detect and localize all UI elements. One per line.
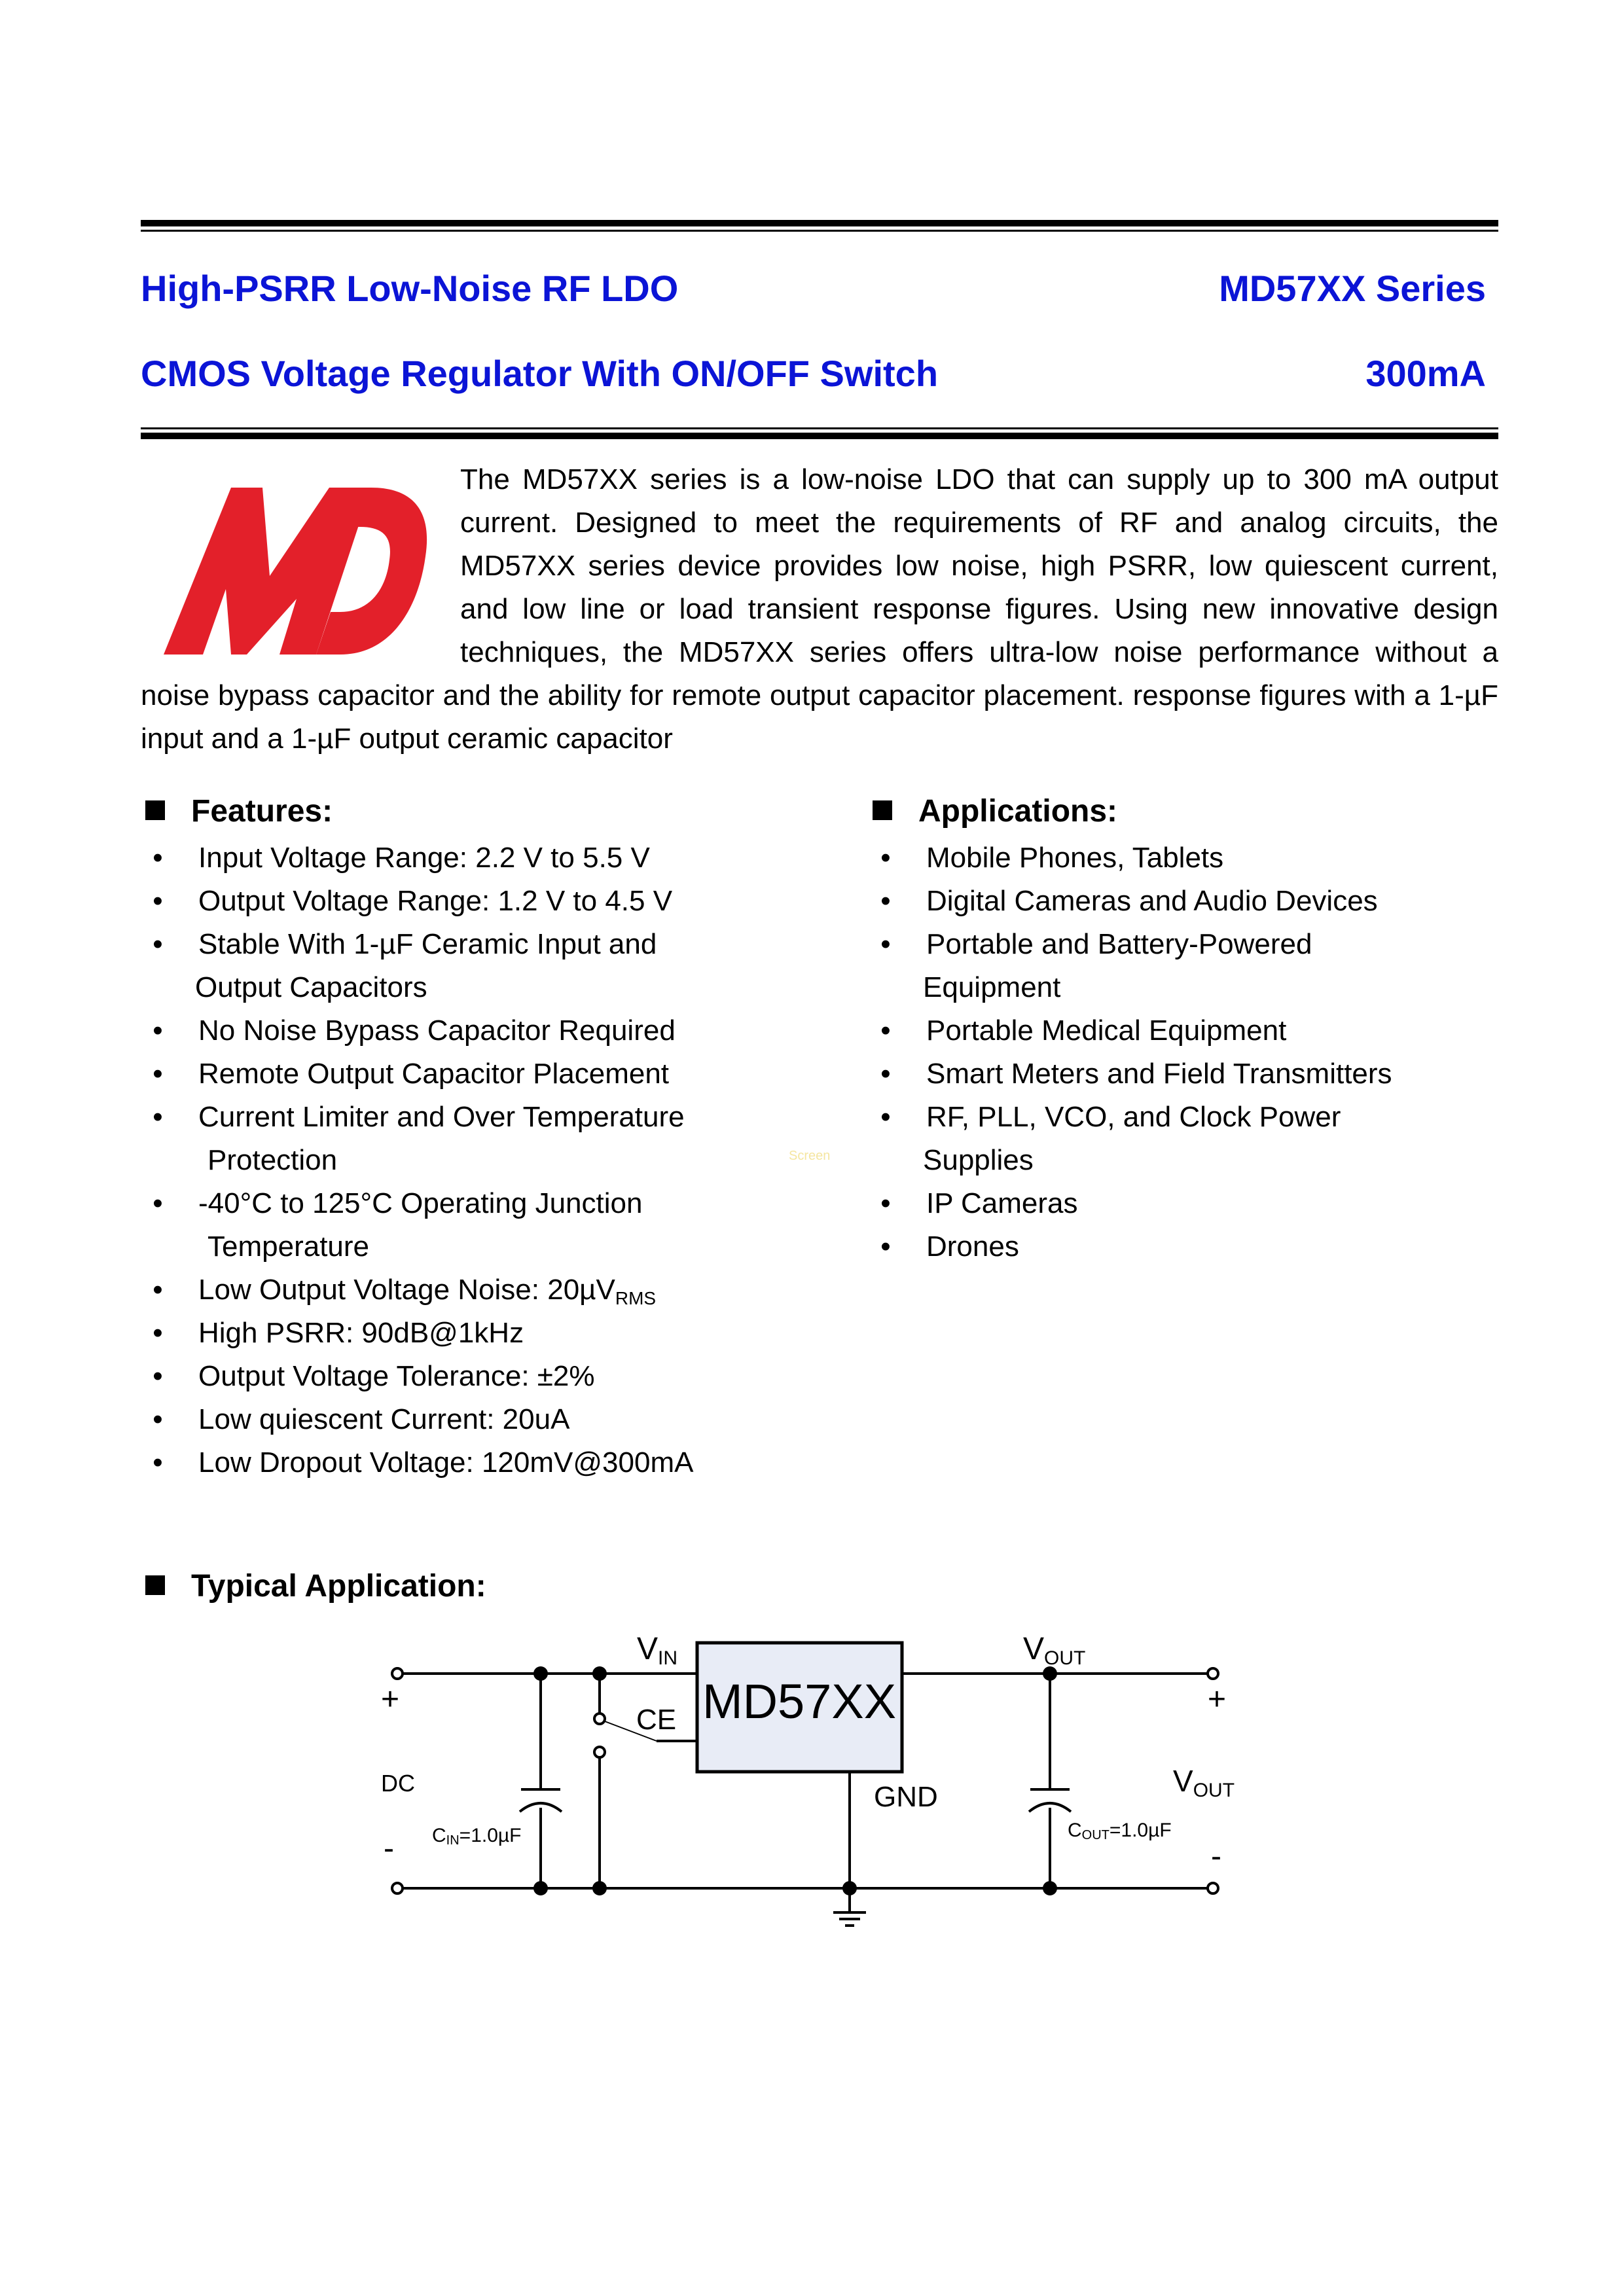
cout-label: COUT=1.0µF	[1068, 1820, 1172, 1842]
junction-dot	[842, 1881, 857, 1895]
features-item	[153, 1312, 787, 1355]
features-item-continuation: Temperature	[208, 1230, 370, 1263]
applications-item-text: Portable Medical Equipment	[926, 1014, 1287, 1047]
terminal-out-plus	[1208, 1668, 1218, 1679]
features-item-continuation: Output Capacitors	[195, 971, 427, 1003]
applications-item	[880, 1009, 1489, 1052]
features-item-text: Low quiescent Current: 20uA	[198, 1403, 570, 1435]
features-item-text: Current Limiter and Over Temperature	[198, 1101, 685, 1133]
vin-label: VIN	[637, 1632, 678, 1669]
features-item-text: -40°C to 125°C Operating Junction	[198, 1187, 643, 1219]
features-item-text: Output Voltage Tolerance: ±2%	[198, 1360, 595, 1392]
applications-item	[880, 1182, 1489, 1225]
applications-item-continuation: Supplies	[923, 1144, 1034, 1176]
output-plus-label: +	[1208, 1682, 1227, 1717]
features-item-text: No Noise Bypass Capacitor Required	[198, 1014, 676, 1047]
terminal-in-minus	[392, 1883, 403, 1893]
header-subtitle-left: CMOS Voltage Regulator With ON/OFF Switch	[141, 353, 939, 394]
square-bullet-icon	[873, 800, 892, 820]
bullet-icon: •	[153, 1058, 163, 1090]
features-item	[153, 1398, 787, 1441]
header-title-right: MD57XX Series	[1219, 268, 1486, 309]
features-item	[153, 1182, 787, 1268]
features-item	[153, 1268, 787, 1312]
header-subtitle-right: 300mA	[1365, 353, 1486, 394]
header-title-left: High-PSRR Low-Noise RF LDO	[141, 268, 679, 309]
features-item	[153, 1355, 787, 1398]
bullet-icon: •	[880, 842, 891, 874]
junction-dot	[533, 1881, 548, 1895]
features-item	[153, 1096, 787, 1182]
input-minus-label: -	[384, 1831, 394, 1866]
junction-dot	[592, 1666, 607, 1681]
bullet-icon: •	[153, 885, 163, 917]
bullet-icon: •	[153, 1446, 163, 1479]
applications-item-text: IP Cameras	[926, 1187, 1078, 1219]
features-item-text: Input Voltage Range: 2.2 V to 5.5 V	[198, 842, 650, 874]
bullet-icon: •	[153, 1274, 163, 1306]
bullet-icon: •	[153, 842, 163, 874]
features-item-text: Low Output Voltage Noise: 20µV	[198, 1274, 615, 1306]
applications-list	[880, 836, 1489, 1268]
applications-item	[880, 1052, 1489, 1096]
bullet-icon: •	[880, 1187, 891, 1219]
applications-item-text: Mobile Phones, Tablets	[926, 842, 1224, 874]
features-item-continuation: Protection	[208, 1144, 338, 1176]
features-item-text: Remote Output Capacitor Placement	[198, 1058, 670, 1090]
header-rule-top	[141, 220, 1498, 232]
applications-item	[880, 880, 1489, 923]
bullet-icon: •	[153, 1317, 163, 1349]
bullet-icon: •	[880, 1230, 891, 1263]
junction-dot	[592, 1881, 607, 1895]
vout-pin-label: VOUT	[1023, 1632, 1086, 1669]
features-item	[153, 923, 787, 1009]
terminal-out-minus	[1208, 1883, 1218, 1893]
applications-item-text: Smart Meters and Field Transmitters	[926, 1058, 1392, 1090]
input-plus-label: +	[381, 1682, 400, 1717]
bullet-icon: •	[153, 928, 163, 960]
vout-output-label: VOUT	[1173, 1764, 1235, 1801]
applications-item	[880, 1096, 1489, 1182]
features-item-text: Output Voltage Range: 1.2 V to 4.5 V	[198, 885, 673, 917]
features-list	[153, 836, 787, 1484]
output-minus-label: -	[1211, 1839, 1221, 1874]
applications-item	[880, 923, 1489, 1009]
features-item	[153, 880, 787, 923]
bullet-icon: •	[880, 928, 891, 960]
features-item	[153, 836, 787, 880]
header-rule-bottom	[141, 427, 1498, 439]
features-item	[153, 1052, 787, 1096]
applications-item-text: Drones	[926, 1230, 1019, 1263]
applications-item	[880, 1225, 1489, 1268]
applications-item-text: Portable and Battery-Powered	[926, 928, 1312, 960]
chip-label: MD57XX	[702, 1674, 897, 1729]
bullet-icon: •	[153, 1403, 163, 1435]
ce-label: CE	[636, 1704, 677, 1736]
bullet-icon: •	[880, 1014, 891, 1047]
md-logo	[141, 458, 448, 674]
terminal-in-plus	[392, 1668, 403, 1679]
gnd-label: GND	[874, 1781, 938, 1813]
features-heading: Features:	[145, 793, 333, 829]
intro-paragraph: The MD57XX series is a low-noise LDO that can supply up to 300 mA output current. Designed to meet the requirements of RF and analog circuits, the MD57XX series device provides low noise, high PSRR, low quiescent current, and low line or load transient response figures. Using new innovative design techniques, the MD57XX series offers ultra-low noise performance without a noise bypass capacitor and the ability for remote output capacitor placement. response figures with a 1-µF input and a 1-µF output ceramic capacitor	[141, 463, 1498, 755]
bullet-icon: •	[153, 1360, 163, 1392]
bullet-icon: •	[880, 885, 891, 917]
switch-contact-top	[594, 1713, 605, 1724]
typical-application-heading: Typical Application:	[145, 1568, 486, 1604]
square-bullet-icon	[145, 1575, 165, 1595]
cin-label: CIN=1.0µF	[432, 1825, 522, 1848]
intro-section	[141, 458, 1498, 761]
bullet-icon: •	[153, 1101, 163, 1133]
features-item-subscript: RMS	[615, 1288, 657, 1308]
features-item	[153, 1441, 787, 1484]
junction-dot	[533, 1666, 548, 1681]
applications-item-text: Digital Cameras and Audio Devices	[926, 885, 1378, 917]
features-item-text: Stable With 1-µF Ceramic Input and	[198, 928, 657, 960]
typical-application-circuit	[367, 1623, 1270, 1937]
bullet-icon: •	[153, 1187, 163, 1219]
applications-item-continuation: Equipment	[923, 971, 1061, 1003]
square-bullet-icon	[145, 800, 165, 820]
features-item	[153, 1009, 787, 1052]
dc-label: DC	[381, 1770, 415, 1797]
bullet-icon: •	[880, 1058, 891, 1090]
bullet-icon: •	[880, 1101, 891, 1133]
junction-dot	[1043, 1881, 1057, 1895]
switch-contact-bottom	[594, 1747, 605, 1757]
bullet-icon: •	[153, 1014, 163, 1047]
features-item-text: Low Dropout Voltage: 120mV@300mA	[198, 1446, 694, 1479]
applications-heading: Applications:	[873, 793, 1117, 829]
applications-item	[880, 836, 1489, 880]
faint-watermark: Screen	[789, 1149, 831, 1163]
features-item-text: High PSRR: 90dB@1kHz	[198, 1317, 524, 1349]
applications-item-text: RF, PLL, VCO, and Clock Power	[926, 1101, 1341, 1133]
